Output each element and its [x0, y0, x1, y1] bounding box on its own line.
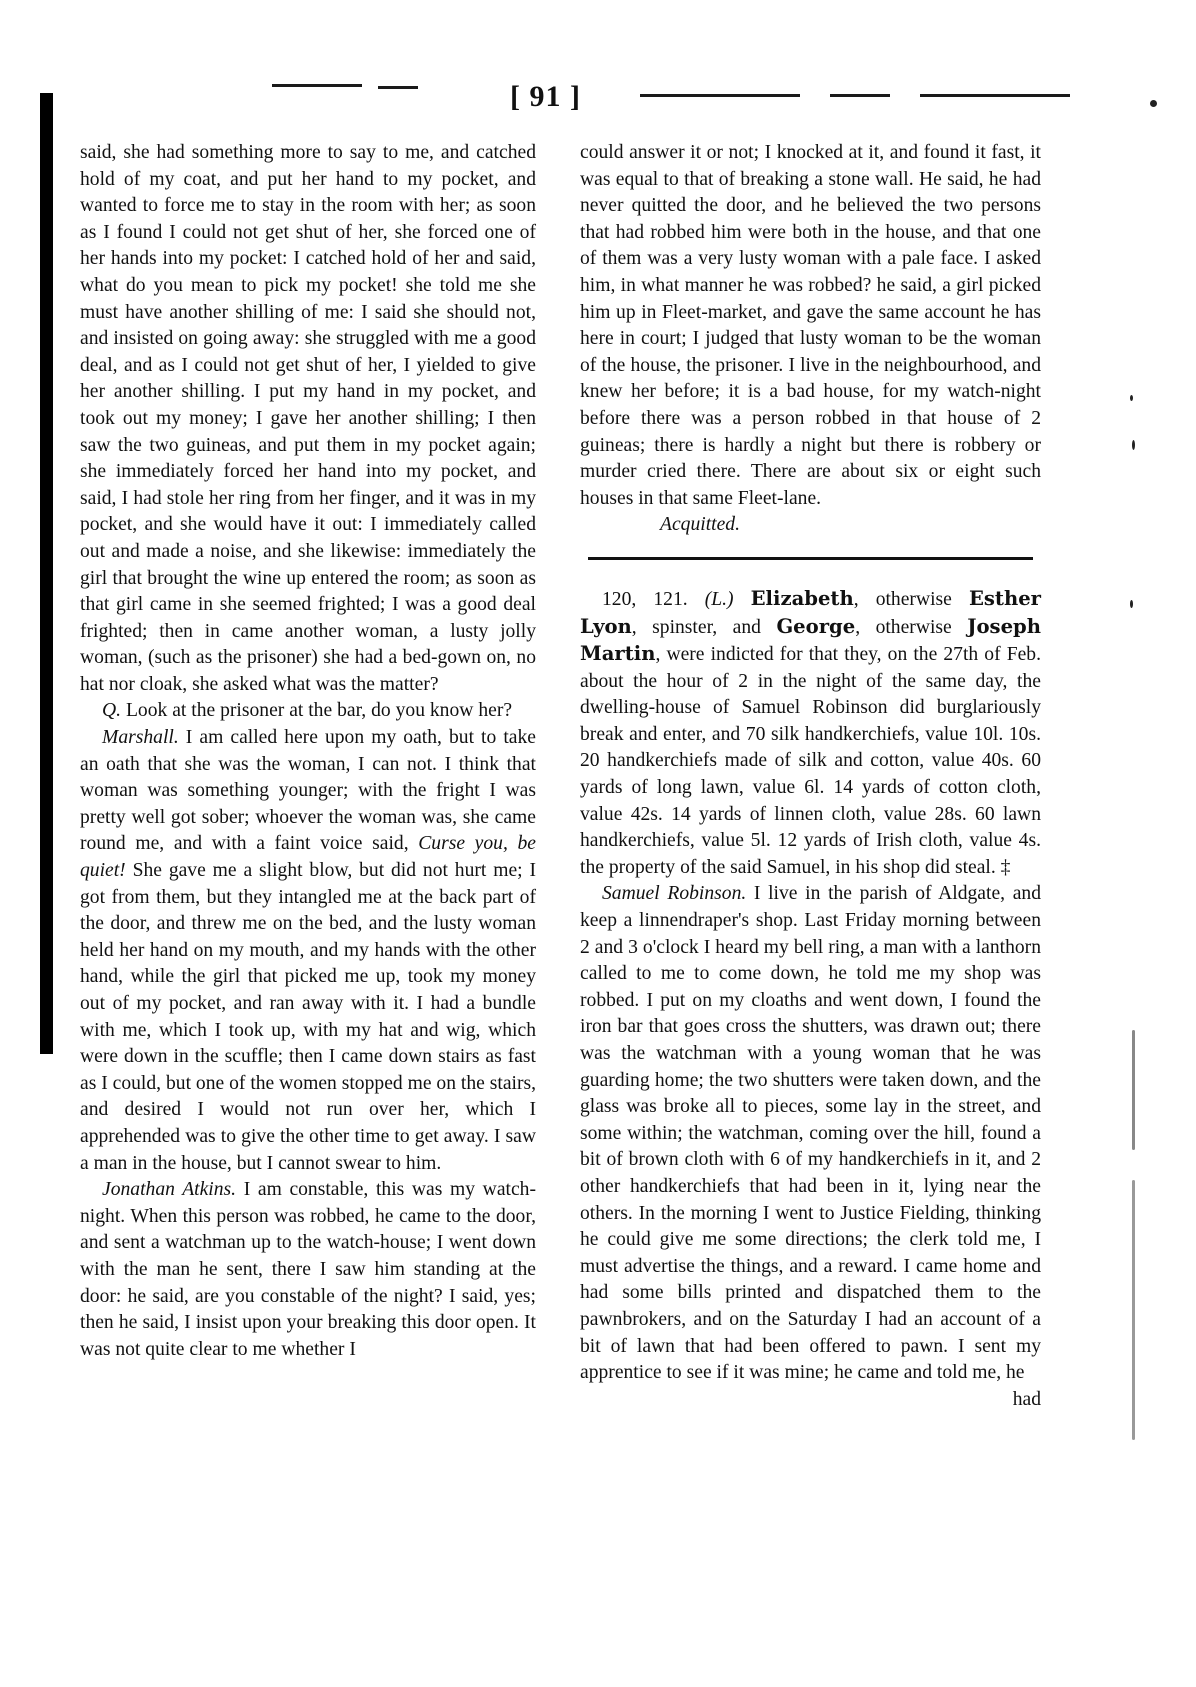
- speaker: Samuel Robinson.: [602, 883, 747, 905]
- speaker: Marshall.: [102, 727, 179, 749]
- speaker: Jonathan Atkins.: [102, 1179, 237, 1201]
- right-column: [580, 140, 1041, 1413]
- header-rule-right-3: [920, 94, 1070, 97]
- header-rule-right: [640, 94, 800, 97]
- header-rule-left: [272, 84, 362, 87]
- margin-bar: [40, 93, 53, 1054]
- margin-speck: [1132, 440, 1135, 450]
- paragraph-text: Look at the prisoner at the bar, do you know her?: [121, 700, 513, 722]
- header-rule-left-2: [378, 86, 418, 89]
- defendant-name: George: [776, 614, 856, 638]
- defendant-name: Elizabeth: [750, 586, 854, 610]
- paragraph: [80, 698, 536, 725]
- page-header: [0, 78, 1196, 118]
- divider: [588, 557, 1033, 560]
- verdict-line: [580, 512, 1041, 539]
- paragraph: [580, 881, 1041, 1386]
- page-number: [ 91 ]: [510, 80, 581, 113]
- paragraph-text: said, she had something more to say to me, and catched hold of my coat, and put her hand to my pocket, and wanted to force me to stay in the room with her; as soon as I found I could not get shut of her, she forced one of her hands into my pocket: I catched hold of her and said, what do you mean to pick my pocket! she told me she must have another shilling of me: I said she should not, and insisted on going away: she struggled with me a good deal, and as I could not get shut of her, I yielded to give her another shilling. I put my hand in my pocket, and took out my money; I gave her another shilling; I then saw the two guineas, and put them in my pocket again; she immediately forced her hand into my pocket, and said, I had stole her ring from her finger, and it was in my pocket, and she would have it out: I immediately called out and made a noise, and she likewise: immediately the girl that brought the wine up entered the room; as soon as that girl came in she seemed frighted; I was a good deal frighted; then in came another woman, a lusty jolly woman, (such as the prisoner) she had a bed-gown on, no hat nor cloak, she asked what was the matter?: [80, 142, 536, 695]
- paragraph-text: could answer it or not; I knocked at it, and found it fast, it was equal to that of breaking a stone wall. He said, he had never quitted the door, and he believed the two persons that had robbed him were both in the house, and that one of them was a very lusty woman with a pale face. I asked him, in what manner he was robbed? he said, a girl picked him up in Fleet-market, and gave the same account he has here in court; I judged that lusty woman to be the woman of the house, the prisoner. I live in the neighbourhood, and knew her before; it is a bad house, for my watch-night before there was a person robbed in that house of 2 guineas; there is hardly a night but there is robbery or murder cried there. There are about six or eight such houses in that same Fleet-lane.: [580, 142, 1041, 509]
- catchword-text: had: [1012, 1388, 1041, 1410]
- case-heading: [580, 586, 1041, 882]
- speaker: Q.: [102, 700, 122, 722]
- margin-speck: [1130, 600, 1133, 608]
- paragraph: [80, 725, 536, 1177]
- defendant-alias: Joseph Martin: [580, 614, 1042, 666]
- paragraph-text-after: She gave me a slight blow, but did not hurt me; I got from them, but they intangled me at the back part of the door, and threw me on the bed, and the lusty woman held her hand on my mouth, and my hands with the other hand, while the girl that picked me up, took my money out of my pocket, and ran away with it. I had a bundle with me, which I took up, with my hat and wig, which were down in the scuffle; then I came down stairs as fast as I could, but one of the women stopped me on the stairs, and desired I would not run over her, which I apprehended was to give the other time to get away. I saw a man in the house, but I cannot swear to him.: [80, 860, 537, 1174]
- margin-speck: [1150, 100, 1157, 107]
- margin-speck: [1132, 1180, 1135, 1440]
- verdict: Acquitted.: [660, 514, 740, 536]
- defendant-alias: Esther Lyon: [580, 586, 1041, 638]
- paragraph: [80, 1177, 536, 1363]
- margin-speck: [1130, 395, 1133, 401]
- paragraph: [80, 140, 536, 698]
- margin-speck: [1132, 1030, 1135, 1150]
- quote: Curse you, be quiet!: [80, 833, 536, 882]
- catchword: [580, 1387, 1041, 1414]
- case-text: , spinster, and: [631, 616, 777, 638]
- header-rule-right-2: [830, 94, 890, 97]
- paragraph-text: I am called here upon my oath, but to take an oath that she was the woman, I can not. I think that woman was something younger; with the fright I was pretty well got sober; whoever the woman was, she came round me, and with a faint voice said,: [80, 727, 536, 855]
- alias-text: , otherwise: [853, 588, 969, 610]
- alias-text: , otherwise: [855, 616, 968, 638]
- case-mark: (L.): [704, 588, 734, 610]
- paragraph-text: I am constable, this was my watch-night. When this person was robbed, he came to the door, and sent a watchman up to the watch-house; I went down with the man he sent, there I saw him standing at the door: he said, are you constable of the night? I said, yes; then he said, I insist upon your breaking this door open. It was not quite clear to me whether I: [80, 1179, 536, 1360]
- case-number: 120, 121.: [602, 588, 688, 610]
- paragraph: [580, 140, 1041, 512]
- indictment-text: , were indicted for that they, on the 27th of Feb. about the hour of 2 in the night of the same day, the dwelling-house of Samuel Robinson did burglariously break and enter, and 70 silk handkerchiefs, value 10l. 10s. 20 handkerchiefs made of silk and cotton, value 40s. 60 yards of long lawn, value 6l. 14 yards of cotton cloth, value 42s. 14 yards of linnen cloth, value 28s. 60 lawn handkerchiefs, value 5l. 12 yards of Irish cloth, value 4s. the property of the said Samuel, in his shop did steal. ‡: [580, 644, 1041, 878]
- left-column: [80, 140, 536, 1363]
- paragraph-text: I live in the parish of Aldgate, and keep a linnendraper's shop. Last Friday morning between 2 and 3 o'clock I heard my bell ring, a man with a lanthorn called to me to come down, he told me my shop was robbed. I put on my cloaths and went down, I found the iron bar that goes cross the shutters, was drawn out; there was the watchman with a young woman that he was guarding home; the two shutters were taken down, and the glass was broke all to pieces, some lay in the street, and some within; the watchman, coming over the hill, found a bit of brown cloth with 6 of my handkerchiefs in it, and 2 other handkerchiefs that had been in it, lying near the others. In the morning I went to Justice Fielding, thinking he could give me some directions; the clerk told me, I must advertise the things, and a reward. I came home and had some bills printed and dispatched them to the pawnbrokers, and on the Saturday I had an account of a bit of lawn that had been offered to pawn. I sent my apprentice to see if it was mine; he came and told me, he: [580, 883, 1041, 1384]
